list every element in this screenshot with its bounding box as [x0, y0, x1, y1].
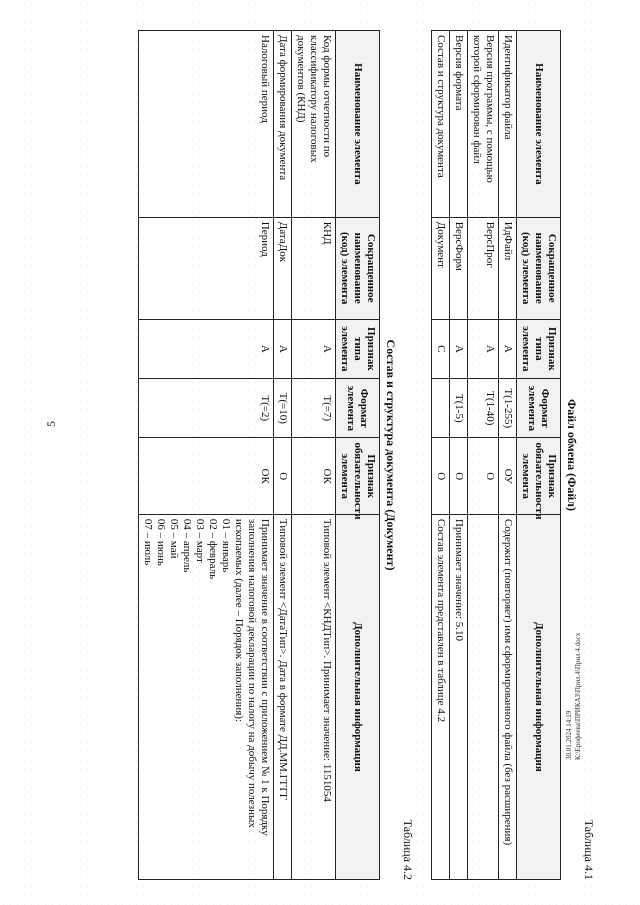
list-item: 07 – июль	[142, 518, 154, 566]
table2	[138, 30, 380, 880]
table2-title: Состав и структура документа (Документ)	[384, 339, 398, 571]
table1	[431, 30, 561, 880]
cell-format: Т(=2)	[139, 379, 274, 438]
table-row	[499, 31, 517, 880]
footer-line-1: 30.01.2024 14:19	[565, 710, 573, 760]
table-row	[274, 31, 292, 880]
cell-code: Документ	[432, 217, 450, 319]
cell-name: Состав и структура документа	[432, 31, 450, 218]
table2-header-type: Признак типа элемента	[336, 319, 380, 378]
cell-format: Т(1-40)	[468, 379, 499, 438]
table-row	[468, 31, 499, 880]
cell-name: Код формы отчетности по классификатору налоговых документов (КНД)	[292, 31, 336, 218]
period-month-list	[141, 519, 232, 875]
table1-header-format: Формат элемента	[517, 379, 561, 438]
footer-line-2: К:\Ерофеева\ПРИКАЗ\Прил.4\Прил.4.docx	[574, 632, 582, 760]
cell-info: Содержит (повторяет) имя сформированного файла (без расширения)	[499, 514, 517, 879]
cell-name: Дата формирования документа	[274, 31, 292, 218]
list-item: 06 – июнь	[155, 518, 167, 566]
table2-header-code: Сокращенное наименование (код) элемента	[336, 217, 380, 319]
cell-format: Т(1-255)	[499, 379, 517, 438]
table-row-period	[139, 31, 274, 880]
cell-info: Принимает значение: 5.10	[450, 514, 468, 879]
cell-format: Т(1-5)	[450, 379, 468, 438]
cell-format	[432, 379, 450, 438]
table1-number: Таблица 4.1	[582, 819, 596, 880]
table-row	[432, 31, 450, 880]
cell-name: Идентификатор файла	[499, 31, 517, 218]
cell-code: ИдФайл	[499, 217, 517, 319]
cell-info	[139, 514, 274, 879]
cell-required: ОУ	[499, 438, 517, 514]
table2-header-format: Формат элемента	[336, 379, 380, 438]
table-row	[450, 31, 468, 880]
cell-code: ДатаДок	[274, 217, 292, 319]
table1-header-info: Дополнительная информация	[517, 514, 561, 879]
table1-title: Файл обмена (Файл)	[565, 398, 579, 512]
cell-info: Типовой элемент <КНДТип>. Принимает значение: 1151054	[292, 514, 336, 879]
cell-required: О	[468, 438, 499, 514]
list-item: 02 – февраль	[207, 518, 219, 580]
cell-format: Т(=10)	[274, 379, 292, 438]
table1-header-row	[517, 31, 561, 880]
table1-header-name: Наименование элемента	[517, 31, 561, 218]
cell-required: О	[450, 438, 468, 514]
table-row	[292, 31, 336, 880]
cell-name: Налоговый период	[139, 31, 274, 218]
page-number: 5	[44, 421, 58, 427]
table2-number: Таблица 4.2	[401, 819, 415, 880]
cell-type: А	[292, 319, 336, 378]
cell-required: О	[432, 438, 450, 514]
table2-header-required: Признак обязательности элемента	[336, 438, 380, 514]
cell-info: Состав элемента представлен в таблице 4.2	[432, 514, 450, 879]
list-item: 03 – март	[194, 518, 206, 563]
cell-type: С	[432, 319, 450, 378]
list-item: 05 – май	[168, 518, 180, 559]
cell-required: ОК	[292, 438, 336, 514]
list-item: 01 – январь	[220, 518, 232, 573]
table1-header-code: Сокращенное наименование (код) элемента	[517, 217, 561, 319]
cell-type: А	[499, 319, 517, 378]
cell-required: О	[274, 438, 292, 514]
table1-header-type: Признак типа элемента	[517, 319, 561, 378]
table2-header-row	[336, 31, 380, 880]
cell-format: Т(=7)	[292, 379, 336, 438]
table2-header-info: Дополнительная информация	[336, 514, 380, 879]
cell-name: Версия программы, с помощью которой сформирован файл	[468, 31, 499, 218]
rotated-page-content	[60, 30, 600, 880]
cell-code: ВерсФорм	[450, 217, 468, 319]
cell-required: ОК	[139, 438, 274, 514]
table1-header-required: Признак обязательности элемента	[517, 438, 561, 514]
cell-type: А	[274, 319, 292, 378]
cell-type: А	[139, 319, 274, 378]
cell-code: КНД	[292, 217, 336, 319]
cell-type: А	[468, 319, 499, 378]
cell-type: А	[450, 319, 468, 378]
cell-info: Типовой элемент <ДатаТип>. Дата в формате ДД.ММ.ГГГГ	[274, 514, 292, 879]
table2-header-name: Наименование элемента	[336, 31, 380, 218]
list-item: 04 – апрель	[181, 518, 193, 573]
cell-name: Версия формата	[450, 31, 468, 218]
cell-code: ВерсПрог	[468, 217, 499, 319]
period-info-intro: Принимает значение в соответствии с приложением № 1 к Порядку заполнения налоговой декларации по налогу на добычу полезных ископаемых (далее – Порядок заполнения):	[233, 518, 271, 836]
cell-info	[468, 514, 499, 879]
cell-code: Период	[139, 217, 274, 319]
